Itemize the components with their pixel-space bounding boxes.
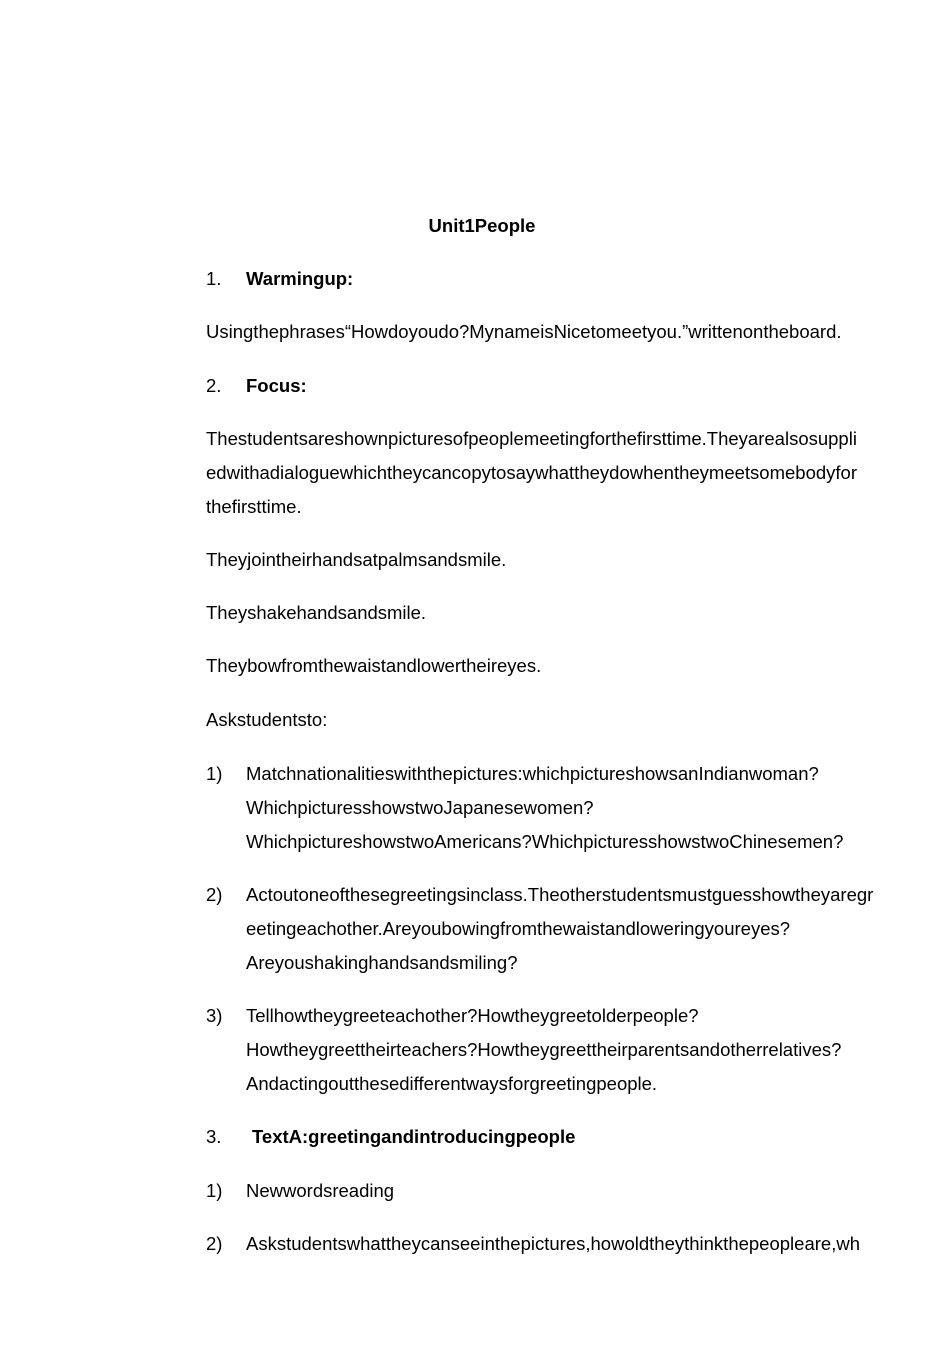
list-line: WhichpicturesshowstwoJapanesewomen?	[246, 797, 594, 818]
list-line: Matchnationalitieswiththepictures:whichpictureshowsanIndianwoman?	[246, 763, 819, 784]
list-line: WhichpictureshowstwoAmericans?WhichpicturesshowstwoChinesemen?	[246, 831, 844, 852]
paragraph: Theyjointheirhandsatpalmsandsmile.	[206, 549, 507, 570]
paragraph: Theyshakehandsandsmile.	[206, 602, 427, 623]
section-number: 2.	[206, 375, 222, 396]
section-number: 1.	[206, 268, 222, 289]
list-number: 2)	[206, 1233, 223, 1254]
page-title: Unit1People	[428, 215, 536, 236]
list-number: 3)	[206, 1005, 223, 1026]
list-line: Askstudentswhattheycanseeinthepictures,howoldtheythinkthepeopleare,wh	[246, 1233, 860, 1254]
section-heading: Focus:	[246, 375, 307, 396]
section-heading: Warmingup:	[246, 268, 354, 289]
list-line: Howtheygreettheirteachers?Howtheygreettheirparentsandotherrelatives?	[246, 1039, 842, 1060]
list-line: eetingeachother.Areyoubowingfromthewaistandloweringyoureyes?	[246, 918, 791, 939]
list-line: Andactingoutthesedifferentwaysforgreetingpeople.	[246, 1073, 658, 1094]
list-line: Areyoushakinghandsandsmiling?	[246, 952, 518, 973]
paragraph-line: edwithadialoguewhichtheycancopytosaywhattheydowhentheymeetsomebodyfor	[206, 462, 857, 483]
section-heading: TextA:greetingandintroducingpeople	[252, 1126, 576, 1147]
list-number: 1)	[206, 763, 223, 784]
list-line: Tellhowtheygreeteachother?Howtheygreetolderpeople?	[246, 1005, 699, 1026]
list-line: Newwordsreading	[246, 1180, 395, 1201]
paragraph: Theybowfromthewaistandlowertheireyes.	[206, 655, 542, 676]
list-number: 2)	[206, 884, 223, 905]
list-number: 1)	[206, 1180, 223, 1201]
paragraph-line: Thestudentsareshownpicturesofpeoplemeetingforthefirsttime.Theyarealsosuppli	[206, 428, 857, 449]
paragraph-line: thefirsttime.	[206, 496, 302, 517]
list-line: Actoutoneofthesegreetingsinclass.Theotherstudentsmustguesshowtheyaregr	[246, 884, 874, 905]
paragraph: Askstudentsto:	[206, 709, 328, 730]
paragraph: Usingthephrases“Howdoyoudo?MynameisNicetomeetyou.”writtenontheboard.	[206, 321, 842, 342]
section-number: 3.	[206, 1126, 222, 1147]
